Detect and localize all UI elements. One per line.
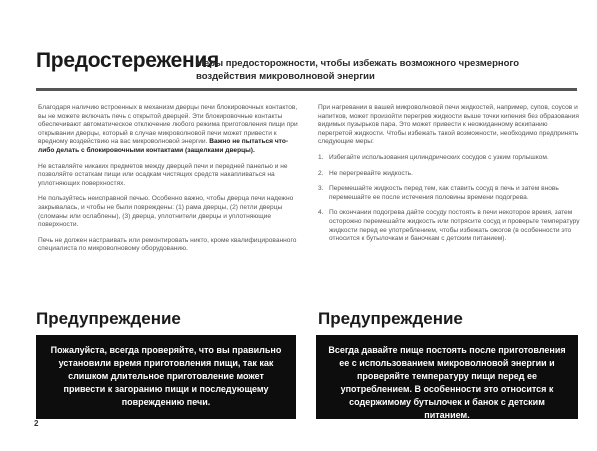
left-column [38, 104, 300, 261]
warning-left-title: Предупреждение [36, 309, 181, 328]
list-item-number: 2. [318, 169, 324, 177]
warning-left-box: Пожалуйста, всегда проверяйте, что вы правильно установили время приготовления пищи, так как слишком длительное приготовление может привести к загоранию пищи и последующему повреждению печи. [36, 335, 296, 419]
precautions-list [318, 154, 580, 244]
door-interlock-paragraph [38, 104, 300, 156]
list-item-text: По окончании подогрева дайте сосуду постоять в печи некоторое время, затем осторожно перемешайте жидкость или потрясите сосуд и проверьте температуру жидкости перед ее употреблением, чтобы избежать ожогов (в особенности это относится к бутылочкам и баночкам с детским питанием). [329, 209, 580, 243]
list-item [318, 154, 580, 163]
door-interlock-warning: Важно не пытаться что-либо делать с блокировочными контактами (защелками дверцы). [38, 138, 289, 154]
list-item-text: Избегайте использования цилиндрических сосудов с узким горлышком. [329, 153, 549, 161]
door-interlock-text: Благодаря наличию встроенных в механизм дверцы печи блокировочных контактов, вы не можете включать печь с открытой дверцей. Эти блокировочные контакты обеспечивают автоматическое отключение любого режима приготовления пищи при открывании дверцы, который в случае микроволновой печи может привести к вредному воздействию на вас микроволновой энергии. [38, 104, 298, 146]
list-item-number: 3. [318, 185, 324, 193]
list-item-text: Не перегревайте жидкость. [329, 169, 413, 177]
list-item [318, 170, 580, 179]
service-paragraph: Печь не должен настраивать или ремонтировать никто, кроме квалифицированного специалиста по микроволновому оборудованию. [38, 236, 297, 253]
door-seal-paragraph: Не вставляйте никаких предметов между дверцей печи и передней панелью и не позволяйте остаткам пищи или осадкам чистящих средств накапливаться на уплотняющих поверхностях. [38, 162, 288, 187]
page-number: 2 [34, 419, 39, 428]
list-item [318, 185, 580, 202]
right-column [318, 104, 580, 251]
list-item-text: Перемешайте жидкость перед тем, как ставить сосуд в печь и затем вновь перемешайте ее после истечения половины времени подогрева. [329, 185, 559, 201]
list-item-number: 1. [318, 153, 324, 161]
superheating-intro: При нагревании в вашей микроволновой печи жидкостей, например, супов, соусов и напитков, может произойти перегрев жидкости выше точки кипения без образования видимых пузырьков пара. Это может привести к неожиданному вскипанию перегретой жидкости. Чтобы избежать такой возможности, необходимо предпринять следующие меры: [318, 104, 579, 146]
warning-right-title: Предупреждение [318, 309, 463, 328]
list-item-number: 4. [318, 209, 324, 217]
page-subtitle: Меры предосторожности, чтобы избежать возможного чрезмерного воздействия микроволновой энергии [196, 58, 520, 82]
header-divider [36, 88, 577, 91]
warning-right-box: Всегда давайте пище постоять после приготовления ее с использованием микроволновой энергии и проверяйте температуру пищи перед ее употреблением. В особенности это относится к содержимому бутылочек и банок с детским питанием. [316, 335, 578, 419]
page-title: Предостережения [36, 49, 219, 72]
damaged-oven-paragraph: Не пользуйтесь неисправной печью. Особенно важно, чтобы дверца печи надежно закрывалась, и чтобы не были повреждены: (1) рама дверцы, (2) петли дверцы (сломаны или ослаблены), (3) дверца, уплотнители дверцы и уплотняющие поверхности. [38, 195, 294, 229]
list-item [318, 209, 580, 243]
